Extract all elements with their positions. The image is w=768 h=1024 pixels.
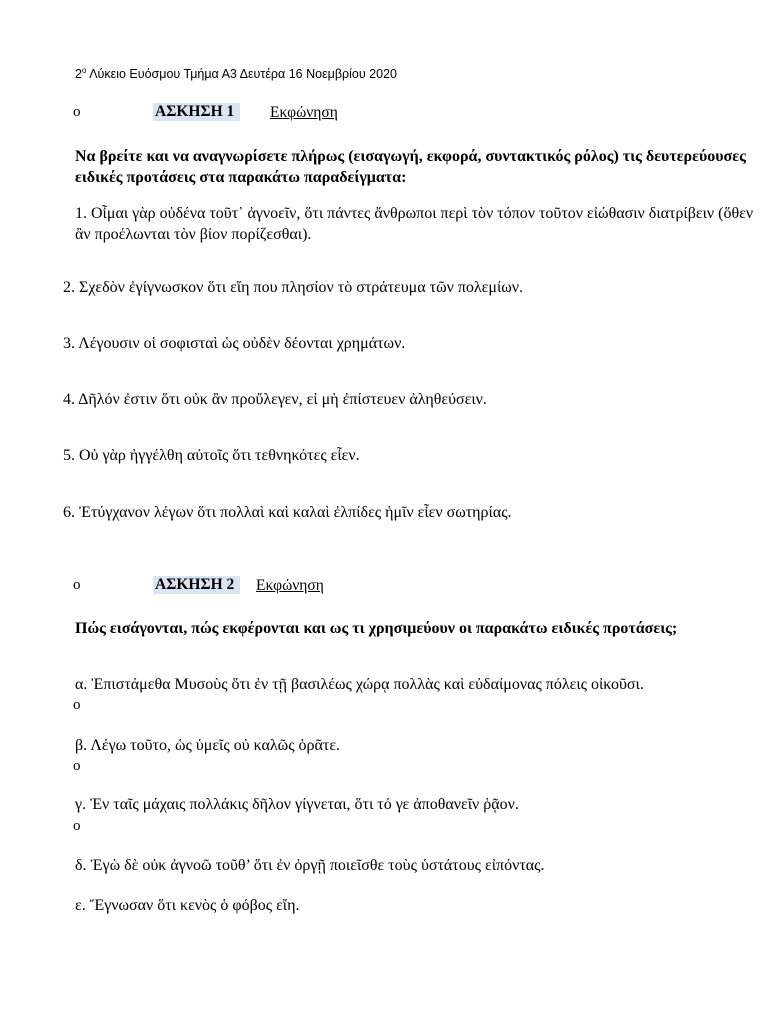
exercise1-sentence: 6. Ἐτύγχανον λέγων ὅτι πολλαὶ καὶ καλαὶ ἐλπίδες ἡμῖν εἶεν σωτηρίας.: [63, 504, 512, 521]
header-class-number: 2: [75, 67, 82, 81]
exercise2-instruction: Πώς εισάγονται, πώς εκφέρονται και ως τι χρησιμεύουν οι παρακάτω ειδικές προτάσεις;: [75, 620, 678, 637]
header-text: Λύκειο Ευόσμου Τμήμα Α3 Δευτέρα 16 Νοεμβρίου 2020: [86, 67, 397, 81]
list-bullet: o: [73, 818, 81, 834]
exercise1-sentence: 5. Οὐ γὰρ ἠγγέλθη αὐτοῖς ὅτι τεθνηκότες εἶεν.: [63, 447, 360, 464]
exercise2-label: Εκφώνηση: [256, 577, 324, 594]
list-bullet: o: [73, 577, 81, 593]
exercise1-title: ΑΣΚΗΣΗ 1: [153, 103, 240, 121]
exercise2-sentence: α. Ἐπιστάμεθα Μυσοὺς ὅτι ἐν τῇ βασιλέως χώρᾳ πολλὰς καὶ εὐδαίμονας πόλεις οἰκοῦσι.: [75, 676, 644, 693]
list-bullet: o: [73, 697, 81, 713]
exercise2-sentence: β. Λέγω τοῦτο, ὡς ὑμεῖς οὐ καλῶς ὁρᾶτε.: [75, 737, 341, 754]
list-bullet: o: [73, 104, 81, 120]
exercise1-label: Εκφώνηση: [270, 104, 338, 121]
exercise2-title: ΑΣΚΗΣΗ 2: [153, 576, 240, 594]
document-header: [75, 67, 397, 81]
exercise2-heading: [153, 576, 240, 594]
exercise2-sentence: δ. Ἐγὼ δὲ οὐκ ἀγνοῶ τοῦθ’ ὅτι ἐν ὀργῇ ποιεῖσθε τοὺς ὑστάτους εἰπόντας.: [75, 857, 545, 874]
header-superscript: ο: [81, 65, 87, 75]
exercise1-instruction: Να βρείτε και να αναγνωρίσετε πλήρως (εισαγωγή, εκφορά, συντακτικός ρόλος) τις δευτερεύουσες ειδικές προτάσεις στα παρακάτω παραδείγματα:: [75, 148, 746, 186]
exercise2-sentence: ε. Ἔγνωσαν ὅτι κενὸς ὁ φόβος εἴη.: [75, 897, 300, 914]
list-bullet: o: [73, 758, 81, 774]
exercise1-sentence: 1. Οἶμαι γὰρ οὐδένα τοῦτ᾽ ἀγνοεῖν, ὅτι πάντες ἄνθρωποι περὶ τὸν τόπον τοῦτον εἰώθασιν διατρίβειν (ὅθεν ἂν προέλωνται τὸν βίον πορίζεσθαι).: [75, 205, 754, 243]
exercise1-sentence: 4. Δῆλόν ἐστιν ὅτι οὐκ ἂν προὔλεγεν, εἰ μὴ ἐπίστευεν ἀληθεύσειν.: [63, 391, 487, 408]
exercise2-sentence: γ. Ἐν ταῖς μάχαις πολλάκις δῆλον γίγνεται, ὅτι τό γε ἀποθανεῖν ῥᾷον.: [75, 796, 519, 813]
exercise1-sentence: 2. Σχεδὸν ἐγίγνωσκον ὅτι εἴη που πλησίον τὸ στράτευμα τῶν πολεμίων.: [63, 279, 524, 296]
exercise1-heading: [153, 103, 240, 121]
exercise1-sentence: 3. Λέγουσιν οἱ σοφισταὶ ὡς οὐδὲν δέονται χρημάτων.: [63, 335, 406, 352]
